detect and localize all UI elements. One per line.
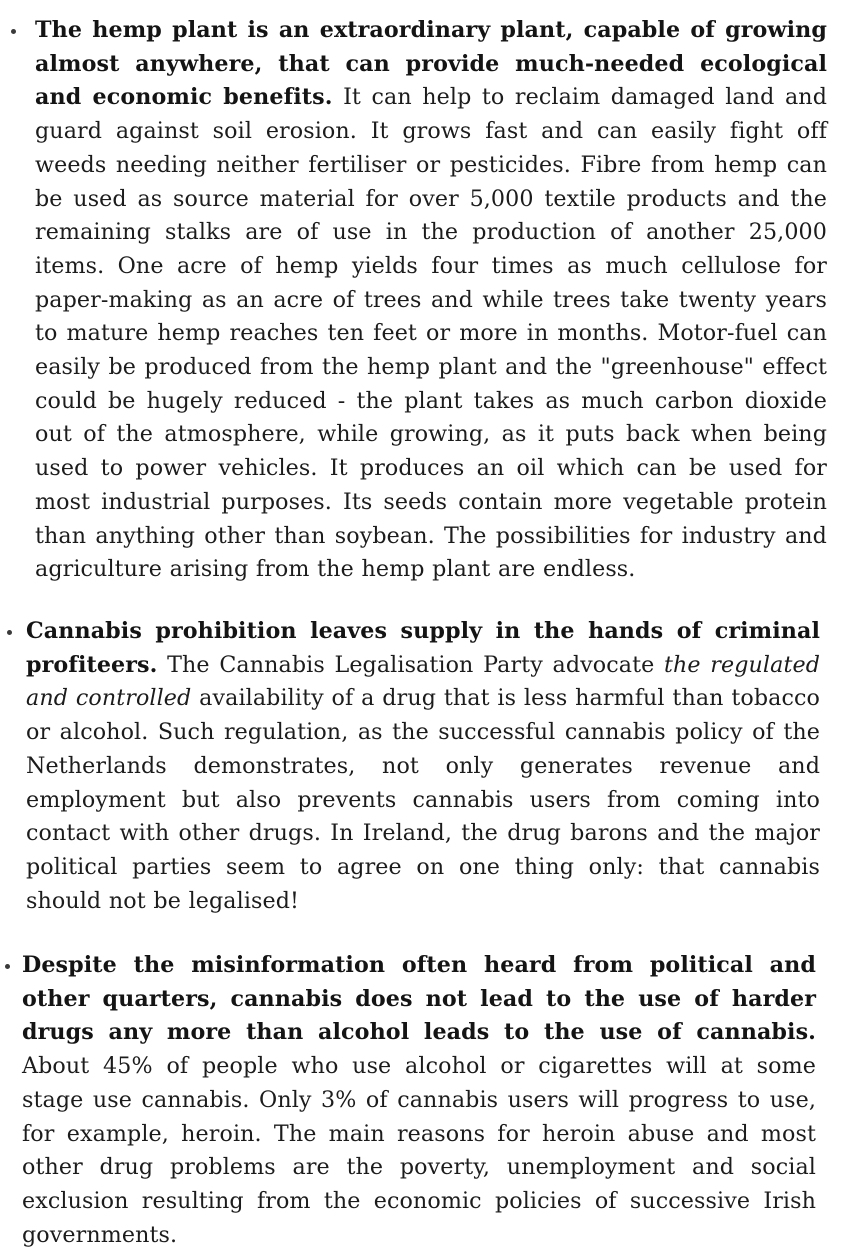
bullet-icon [5,964,10,969]
paragraph-hemp [35,14,827,587]
lead-sentence: The hemp plant is an extraordinary plant, capable of growing almost anywhere, that can provide much-needed ecological and economic benefits. [35,17,827,111]
bullet-icon [11,29,16,34]
paragraph-body: The Cannabis Legalisation Party advocate [157,651,664,678]
paragraph-body-continued: availability of a drug that is less harmful than tobacco or alcohol. Such regulation, as the successful cannabis policy of the Netherlands demonstrates, not only generates revenue and employment but also prevents cannabis users from coming into contact with other drugs. In Ireland, the drug barons and the major political parties seem to agree on one thing only: that cannabis should not be legalised! [26,685,821,914]
lead-sentence: Cannabis prohibition leaves supply in the hands of criminal profiteers. [26,618,820,678]
paragraph-gateway [22,949,816,1252]
paragraph-body: It can help to reclaim damaged land and guard against soil erosion. It grows fast and can easily fight off weeds needing neither fertiliser or pesticides. Fibre from hemp can be used as source material for over 5,000 textile products and the remaining stalks are of use in the production of another 25,000 items. One acre of hemp yields four times as much cellulose for paper-making as an acre of trees and while trees take twenty years to mature hemp reaches ten feet or more in months. Motor-fuel can easily be produced from the hemp plant and the "greenhouse" effect could be hugely reduced - the plant takes as much carbon dioxide out of the atmosphere, while growing, as it puts back when being used to power vehicles. It produces an oil which can be used for most industrial purposes. Its seeds contain more vegetable protein than anything other than soybean. The possibilities for industry and agriculture arising from the hemp plant are endless. [35,84,828,583]
bullet-icon [7,630,12,635]
emphasis-text: the regulated and controlled [26,651,821,712]
paragraph-prohibition [26,615,820,918]
lead-sentence: Despite the misinformation often heard from political and other quarters, cannabis does not lead to the use of harder drugs any more than alcohol leads to the use of cannabis. [22,952,816,1046]
paragraph-body: About 45% of people who use alcohol or cigarettes will at some stage use cannabis. Only 3% of cannabis users will progress to use, for example, heroin. The main reasons for heroin abuse and most other drug problems are the poverty, unemployment and social exclusion resulting from the economic policies of successive Irish governments. [22,1053,816,1248]
